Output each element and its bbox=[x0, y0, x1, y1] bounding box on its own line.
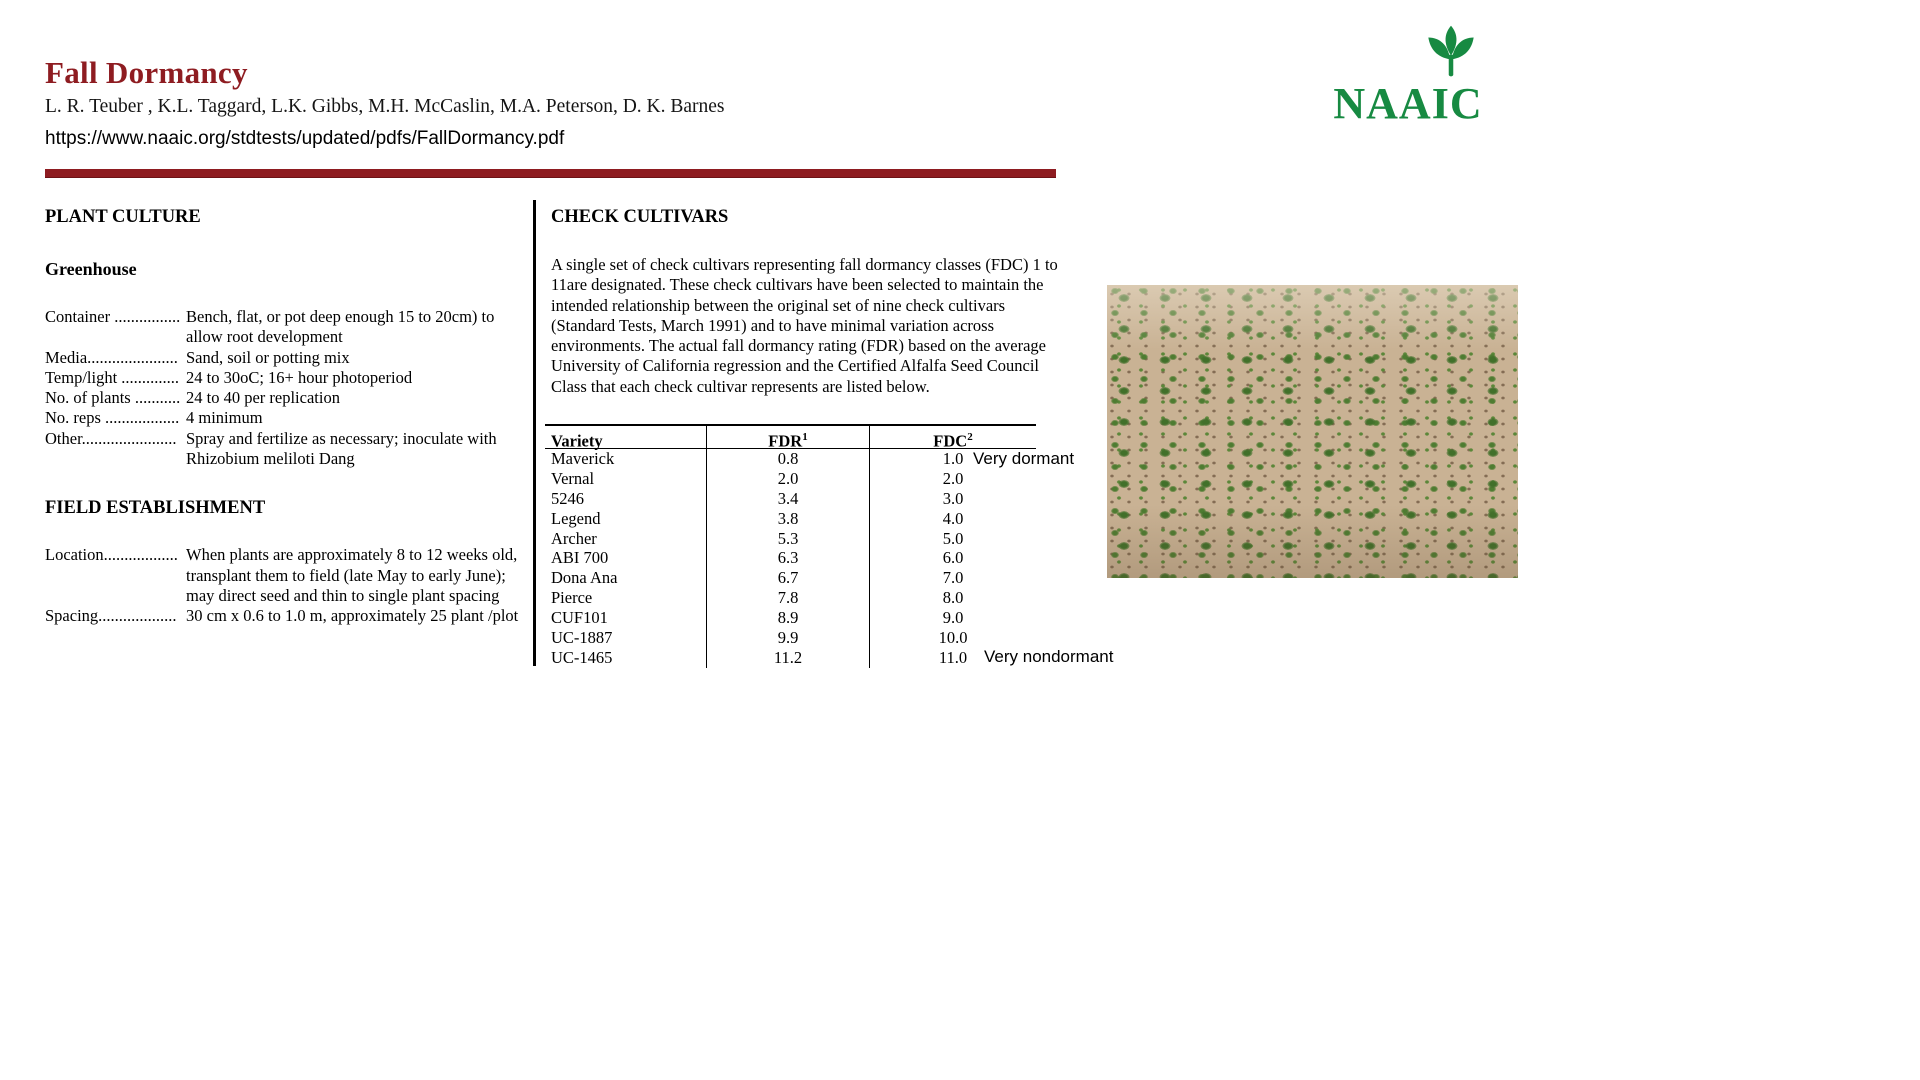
spec-row-spacing bbox=[45, 606, 521, 626]
spec-label: Temp/light bbox=[45, 367, 118, 387]
spec-row-no-of-plants bbox=[45, 388, 521, 408]
naaic-logo bbox=[1318, 24, 1498, 129]
dot-leader: .................. bbox=[103, 545, 178, 565]
spec-row-no-reps bbox=[45, 408, 521, 428]
title-divider-rule bbox=[45, 169, 1056, 178]
table-row bbox=[545, 509, 1036, 529]
check-cultivars-heading: CHECK CULTIVARS bbox=[551, 207, 729, 227]
cell-fdr: 0.8 bbox=[706, 449, 869, 469]
spec-value: 24 to 30oC; 16+ hour photoperiod bbox=[186, 367, 413, 387]
dot-leader: ................... bbox=[98, 606, 177, 626]
cell-fdc: 8.0 bbox=[869, 588, 1036, 608]
spec-value: Sand, soil or potting mix bbox=[186, 347, 350, 367]
dot-leader: ........... bbox=[130, 388, 181, 408]
cell-variety: UC-1465 bbox=[551, 647, 613, 667]
spec-row-other bbox=[45, 429, 521, 470]
plant-culture-heading: PLANT CULTURE bbox=[45, 207, 201, 227]
spec-value: Spray and fertilize as necessary; inoculate with Rhizobium meliloti Dang bbox=[186, 428, 497, 469]
header-variety: Variety bbox=[551, 431, 603, 451]
table-row bbox=[545, 648, 1036, 668]
naaic-logo-text: NAAIC bbox=[1333, 79, 1483, 128]
table-row bbox=[545, 608, 1036, 628]
cell-fdc: 10.0 bbox=[869, 628, 1036, 648]
spec-label: Spacing bbox=[45, 606, 99, 626]
spec-value: When plants are approximately 8 to 12 weeks old, transplant them to field (late May to early June); may direct seed and thin to single plant spacing bbox=[186, 545, 518, 605]
spec-label: No. of plants bbox=[45, 388, 131, 408]
very-dormant-annotation: Very dormant bbox=[973, 449, 1075, 468]
cell-fdr: 11.2 bbox=[706, 648, 869, 668]
spec-value: 4 minimum bbox=[186, 408, 263, 428]
dot-leader: ...................... bbox=[87, 347, 178, 367]
authors-line: L. R. Teuber , K.L. Taggard, L.K. Gibbs, M.H. McCaslin, M.A. Peterson, D. K. Barnes bbox=[45, 96, 725, 117]
cell-fdc: 1.0 bbox=[869, 449, 1036, 469]
spec-row-media bbox=[45, 348, 521, 368]
spec-label: Location bbox=[45, 545, 104, 565]
plant-culture-section bbox=[45, 207, 521, 627]
table-row bbox=[545, 588, 1036, 608]
document-url: https://www.naaic.org/stdtests/updated/pdfs/FallDormancy.pdf bbox=[45, 128, 565, 149]
cell-variety: Maverick bbox=[551, 449, 615, 468]
cultivar-table bbox=[545, 424, 1036, 668]
check-cultivars-paragraph: A single set of check cultivars representing fall dormancy classes (FDC) 1 to 11are designated. These check cultivars have been selected to maintain the intended relationship between the original set of nine check cultivars (Standard Tests, March 1991) and to have minimal variation across environments. The actual fall dormancy rating (FDR) based on the average University of California regression and the Certified Alfalfa Seed Council Class that each check cultivar represents are listed below. bbox=[551, 255, 1058, 396]
table-row bbox=[545, 628, 1036, 648]
spec-value: 30 cm x 0.6 to 1.0 m, approximately 25 plant /plot bbox=[186, 606, 519, 626]
spec-label: Container bbox=[45, 307, 111, 326]
spec-value: Bench, flat, or pot deep enough 15 to 20cm) to allow root development bbox=[186, 307, 495, 347]
greenhouse-heading: Greenhouse bbox=[45, 259, 137, 279]
field-establishment-heading: FIELD ESTABLISHMENT bbox=[45, 498, 266, 519]
cell-fdr: 6.7 bbox=[706, 568, 869, 588]
spec-label: Other bbox=[45, 428, 82, 448]
cell-variety: Legend bbox=[551, 508, 601, 528]
cell-variety: Vernal bbox=[551, 468, 595, 488]
cell-fdc: 6.0 bbox=[869, 548, 1036, 568]
dot-leader: ................ bbox=[110, 307, 181, 326]
cell-fdc: 3.0 bbox=[869, 489, 1036, 509]
cell-fdc: 7.0 bbox=[869, 568, 1036, 588]
spec-value: 24 to 40 per replication bbox=[186, 388, 340, 408]
cell-fdr: 3.4 bbox=[706, 489, 869, 509]
spec-row-temp-light bbox=[45, 368, 521, 388]
table-header-row bbox=[545, 426, 1036, 449]
cell-variety: Dona Ana bbox=[551, 568, 618, 588]
table-row bbox=[545, 489, 1036, 509]
cell-variety: ABI 700 bbox=[551, 548, 609, 568]
column-divider-line bbox=[533, 200, 536, 666]
cell-fdr: 6.3 bbox=[706, 548, 869, 568]
cell-variety: 5246 bbox=[551, 488, 584, 508]
page-title: Fall Dormancy bbox=[45, 55, 248, 90]
table-row bbox=[545, 568, 1036, 588]
cell-variety: Pierce bbox=[551, 588, 593, 608]
cell-variety: UC-1887 bbox=[551, 628, 613, 648]
dot-leader: .............. bbox=[117, 367, 180, 387]
header-fdr: FDR$^1$ bbox=[706, 426, 869, 448]
alfalfa-field-photo bbox=[1107, 285, 1518, 578]
spec-label: No. reps bbox=[45, 408, 101, 428]
very-nondormant-annotation: Very nondormant bbox=[984, 647, 1114, 666]
cell-fdc: 5.0 bbox=[869, 529, 1036, 549]
cell-fdc: 11.0 bbox=[869, 648, 1036, 668]
spec-row-location bbox=[45, 545, 521, 606]
table-row bbox=[545, 548, 1036, 568]
table-row bbox=[545, 449, 1036, 469]
cell-fdr: 9.9 bbox=[706, 628, 869, 648]
table-row bbox=[545, 469, 1036, 489]
cell-fdc: 2.0 bbox=[869, 469, 1036, 489]
cell-fdr: 7.8 bbox=[706, 588, 869, 608]
header-fdc: FDC$^2$ bbox=[869, 426, 1036, 448]
cell-fdc: 9.0 bbox=[869, 608, 1036, 628]
table-row bbox=[545, 529, 1036, 549]
cell-variety: Archer bbox=[551, 528, 597, 548]
dot-leader: ....................... bbox=[81, 428, 177, 448]
check-cultivars-section bbox=[551, 207, 1068, 397]
cell-fdr: 2.0 bbox=[706, 469, 869, 489]
cell-fdr: 8.9 bbox=[706, 608, 869, 628]
cell-variety: CUF101 bbox=[551, 608, 608, 628]
plant-leaves-icon bbox=[1422, 24, 1480, 80]
cell-fdr: 5.3 bbox=[706, 529, 869, 549]
cell-fdr: 3.8 bbox=[706, 509, 869, 529]
spec-label: Media bbox=[45, 347, 88, 367]
dot-leader: .................. bbox=[100, 408, 180, 428]
cell-fdc: 4.0 bbox=[869, 509, 1036, 529]
spec-row-container bbox=[45, 307, 521, 348]
